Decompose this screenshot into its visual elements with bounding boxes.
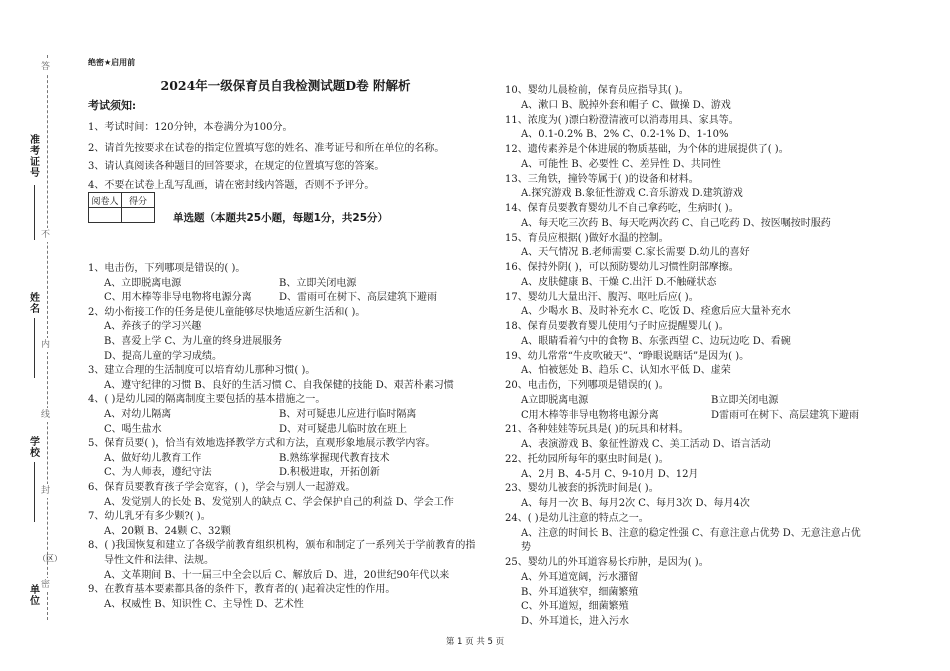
seal-word: 内 <box>41 340 51 350</box>
question-stem: 2、幼小衔接工作的任务是使儿童能够尽快地适应新生活和( )。 <box>88 306 366 318</box>
answer-option: A、眼睛看着勺中的食物 B、东张西望 C、边玩边吃 D、看碗 <box>521 335 791 347</box>
answer-option: A、对幼儿隔离 <box>104 409 172 420</box>
answer-option: A、权威性 B、知识性 C、主导性 D、艺术性 <box>104 598 304 610</box>
answer-option: B、对可疑患儿应进行临时隔离 <box>279 409 417 420</box>
answer-option: A、0.1-0.2% B、2% C、0.2-1% D、1-10% <box>521 129 729 141</box>
question-stem: 18、保育员要教育婴儿使用勺子时应提醒婴儿( )。 <box>505 321 729 332</box>
secret-stamp: 绝密★启用前 <box>88 58 136 67</box>
score-header: 得分 <box>122 193 155 208</box>
answer-option: C、用木棒等非导电物将电源分离 <box>104 292 252 304</box>
grader-header: 阅卷人 <box>89 193 122 208</box>
question-stem: 16、保持外阴( )，可以预防婴幼儿习惯性阴部摩擦。 <box>505 262 739 273</box>
section-title: 单选题（本题共25小题，每题1分，共25分） <box>173 212 389 224</box>
answer-option: B.熟练掌握现代教育技术 <box>279 452 390 464</box>
question-stem: 8、( )我国恢复和建立了各级学前教育组织机构，颁布和制定了一系列关于学前教育的指 <box>88 540 476 552</box>
answer-option: A、20颗 B、24颗 C、32颗 <box>104 525 231 537</box>
answer-option: A、2月 B、4-5月 C、9-10月 D、12月 <box>521 468 699 480</box>
question-stem: 19、幼儿常常“牛皮吹破天”、“睁眼说瞎话”是因为( )。 <box>505 350 750 362</box>
answer-option: A、养孩子的学习兴趣 <box>104 321 202 333</box>
school-field[interactable] <box>34 462 35 522</box>
answer-option: A、遵守纪律的习惯 B、良好的生活习惯 C、自我保健的技能 D、艰苦朴素习惯 <box>104 379 454 391</box>
question-stem: 14、保育员要教育婴幼儿不自己拿药吃，生病时( )。 <box>505 203 739 214</box>
question-stem: 13、三角铁，撞铃等属于( )的设备和材料。 <box>505 173 699 185</box>
district-label: （区） <box>38 554 62 563</box>
exam-number-field[interactable] <box>34 185 35 240</box>
binding-strip <box>0 0 60 671</box>
answer-option: A、发觉别人的长处 B、发觉别人的缺点 C、学会保护自己的利益 D、学会工作 <box>104 496 454 508</box>
answer-option: B、喜爱上学 C、为儿童的终身进展服务 <box>104 336 283 347</box>
answer-option: B、立即关闭电源 <box>279 277 357 289</box>
answer-option: 势 <box>521 542 531 554</box>
answer-option: D、提高儿童的学习成绩。 <box>104 350 223 362</box>
answer-option: A、每天吃三次药 B、每天吃两次药 C、自己吃药 D、按医嘱按时服药 <box>521 217 831 229</box>
seal-word: 不 <box>41 230 51 240</box>
question-stem: 7、幼儿乳牙有多少颗?( )。 <box>88 511 211 523</box>
answer-option: C用木棒等非导电物将电源分离 <box>521 409 659 421</box>
question-stem: 6、保育员要教育孩子学会宽容，( )，学会与别人一起游戏。 <box>88 482 356 493</box>
answer-option: A.探究游戏 B.象征性游戏 C.音乐游戏 D.建筑游戏 <box>521 188 743 200</box>
notice-line: 3、请认真阅读各种题目的回答要求，在规定的位置填写您的答案。 <box>88 161 385 172</box>
answer-option: D.积极进取，开拓创新 <box>279 467 380 479</box>
question-stem: 15、育员应根据( )做好水温的控制。 <box>505 232 669 244</box>
answer-option: D、对可疑患儿临时放在班上 <box>279 423 408 435</box>
page-footer: 第 1 页 共 5 页 <box>445 637 505 647</box>
seal-word: 密 <box>41 580 51 590</box>
answer-option: C、外耳道短，细菌繁殖 <box>521 601 629 613</box>
answer-option: A、可能性 B、必要性 C、差异性 D、共同性 <box>521 158 721 170</box>
answer-option: A、注意的时间长 B、注意的稳定性强 C、有意注意占优势 D、无意注意占优 <box>521 527 861 539</box>
seal-word: 答 <box>41 62 51 72</box>
question-stem: 10、婴幼儿晨检前，保育员应指导其( )。 <box>505 85 689 96</box>
answer-option: A、表演游戏 B、象征性游戏 C、美工活动 D、语言活动 <box>521 439 771 450</box>
exam-number-label: 准考证号 <box>30 135 40 179</box>
answer-option: A、外耳道宽阔，污水潴留 <box>521 571 639 583</box>
unit-label: 单位 <box>30 585 40 607</box>
notice-line: 4、不要在试卷上乱写乱画，请在密封线内答题，否则不予评分。 <box>88 180 375 191</box>
question-stem: 21、各种娃娃等玩具是( )的玩具和材料。 <box>505 424 689 436</box>
answer-option: 导性文件和法律、法规。 <box>104 555 214 566</box>
grader-cell[interactable] <box>89 208 122 223</box>
question-stem: 17、婴幼儿大量出汗、腹泻、呕吐后应( )。 <box>505 291 699 303</box>
answer-option: A、做好幼儿教育工作 <box>104 452 202 464</box>
question-stem: 3、建立合理的生活制度可以培育幼儿那种习惯( )。 <box>88 365 316 377</box>
score-table <box>88 192 155 223</box>
answer-option: A、每月一次 B、每月2次 C、每月3次 D、每月4次 <box>521 498 750 509</box>
question-stem: 9、在教育基本要素都具备的条件下，教育者的( )起着决定性的作用。 <box>88 584 396 596</box>
answer-option: A、天气情况 B.老师需要 C.家长需要 D.幼儿的喜好 <box>521 247 750 259</box>
answer-option: D雷雨可在树下、高层建筑下避雨 <box>711 409 860 421</box>
answer-option: A、文革期间 B、十一届三中全会以后 C、解放后 D、进，20世纪90年代以来 <box>104 569 450 581</box>
answer-option: B立即关闭电源 <box>711 394 779 406</box>
notice-heading: 考试须知: <box>88 99 137 112</box>
question-stem: 23、婴幼儿被套的拆洗时间是( )。 <box>505 483 659 495</box>
answer-option: D、雷雨可在树下、高层建筑下避雨 <box>279 292 438 304</box>
answer-option: C、为人师表，遵纪守法 <box>104 467 212 479</box>
question-stem: 5、保育员要( )，恰当有效地选择教学方式和方法，直观形象地展示教学内容。 <box>88 438 436 450</box>
answer-option: A、漱口 B、脱掉外套和帽子 C、做操 D、游戏 <box>521 99 731 111</box>
question-stem: 1、电击伤，下列哪项是错误的( )。 <box>88 263 246 274</box>
name-label: 姓名 <box>30 293 40 315</box>
page-title: 2024年一级保育员自我检测试题D卷 附解析 <box>160 78 411 93</box>
answer-option: A、立即脱离电源 <box>104 277 182 289</box>
seal-word: 封 <box>41 486 51 496</box>
question-stem: 4、( )是幼儿园的隔离制度主要包括的基本措施之一。 <box>88 394 326 406</box>
answer-option: A立即脱离电源 <box>521 394 589 406</box>
seal-word: 线 <box>41 410 51 420</box>
answer-option: D、外耳道长，进入污水 <box>521 616 630 627</box>
question-stem: 11、浓度为( )漂白粉澄清液可以消毒用具、家具等。 <box>505 114 739 126</box>
question-stem: 22、托幼园所每年的驱虫时间是( )。 <box>505 453 669 465</box>
question-stem: 20、电击伤，下列哪项是错误的( )。 <box>505 380 669 391</box>
question-stem: 24、( )是幼儿注意的特点之一。 <box>505 512 649 524</box>
name-field[interactable] <box>34 318 35 378</box>
answer-option: A、怕被惩处 B、趋乐 C、认知水平低 D、虚荣 <box>521 365 731 377</box>
question-stem: 12、遗传素养是个体进展的物质基础，为个体的进展提供了( )。 <box>505 144 789 155</box>
question-stem: 25、婴幼儿的外耳道容易长疖肿，是因为( )。 <box>505 557 709 568</box>
score-cell[interactable] <box>122 208 155 223</box>
answer-option: A、少喝水 B、及时补充水 C、吃饭 D、痊愈后应大量补充水 <box>521 306 791 318</box>
answer-option: C、喝生盐水 <box>104 423 162 435</box>
answer-option: B、外耳道狭窄，细菌繁殖 <box>521 586 639 598</box>
school-label: 学校 <box>30 437 40 459</box>
notice-line: 2、请首先按要求在试卷的指定位置填写您的姓名、准考证号和所在单位的名称。 <box>88 143 445 154</box>
notice-line: 1、考试时间：120分钟，本卷满分为100分。 <box>88 122 293 133</box>
answer-option: A、皮肤健康 B、干燥 C.出汗 D.不触碰状态 <box>521 276 717 288</box>
